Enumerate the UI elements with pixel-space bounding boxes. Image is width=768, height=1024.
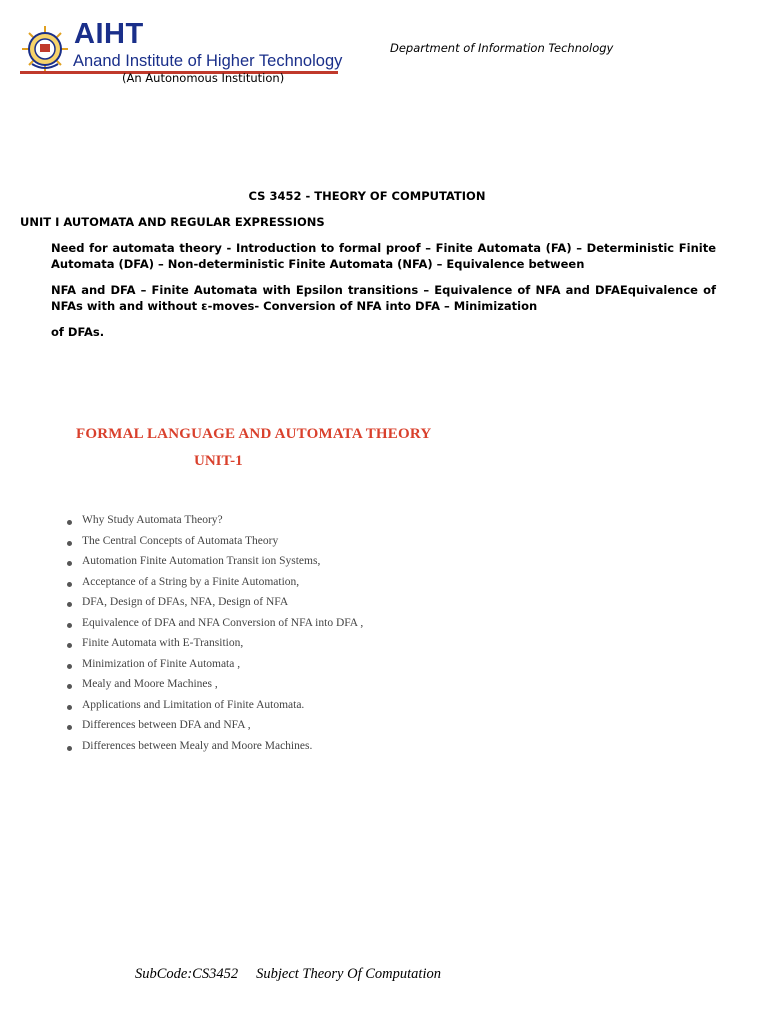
list-item: Differences between DFA and NFA ,	[62, 719, 363, 740]
slide-unit-label: UNIT-1	[194, 453, 243, 469]
bullet-icon	[67, 623, 72, 628]
footer-subject-code: SubCode:CS3452	[135, 966, 239, 982]
list-item: The Central Concepts of Automata Theory	[62, 535, 363, 556]
logo-abbreviation: AIHT	[74, 18, 144, 50]
bullet-icon	[67, 725, 72, 730]
department-name: Department of Information Technology	[390, 41, 614, 55]
syllabus-paragraph: Need for automata theory - Introduction to formal proof – Finite Automata (FA) – Deterministic Finite Automata (DFA) – Non-deterministic Finite Automata (NFA) – Equivalence between	[51, 241, 716, 271]
list-item: Acceptance of a String by a Finite Automation,	[62, 576, 363, 597]
syllabus-paragraph: of DFAs.	[51, 325, 105, 339]
bullet-icon	[67, 561, 72, 566]
list-item: DFA, Design of DFAs, NFA, Design of NFA	[62, 596, 363, 617]
course-title: CS 3452 - THEORY OF COMPUTATION	[248, 189, 486, 203]
syllabus-paragraph: NFA and DFA – Finite Automata with Epsilon transitions – Equivalence of NFA and DFAEquivalence of NFAs with and without ε-moves- Conversion of NFA into DFA – Minimization	[51, 283, 716, 313]
bullet-icon	[67, 582, 72, 587]
logo-institution-name: Anand Institute of Higher Technology	[73, 52, 343, 70]
unit-title: UNIT I AUTOMATA AND REGULAR EXPRESSIONS	[20, 215, 325, 229]
embedded-slide-image	[62, 418, 462, 768]
list-item: Why Study Automata Theory?	[62, 514, 363, 535]
list-item: Applications and Limitation of Finite Automata.	[62, 699, 363, 720]
list-item: Equivalence of DFA and NFA Conversion of NFA into DFA ,	[62, 617, 363, 638]
institution-logo	[20, 18, 350, 92]
bullet-icon	[67, 705, 72, 710]
bullet-icon	[67, 664, 72, 669]
slide-topic-list	[62, 514, 363, 760]
bullet-icon	[67, 602, 72, 607]
list-item: Finite Automata with E-Transition,	[62, 637, 363, 658]
bullet-icon	[67, 746, 72, 751]
footer-subject-name: Subject Theory Of Computation	[256, 966, 441, 982]
bullet-icon	[67, 643, 72, 648]
page-footer	[135, 966, 441, 983]
list-item: Minimization of Finite Automata ,	[62, 658, 363, 679]
list-item: Automation Finite Automation Transit ion Systems,	[62, 555, 363, 576]
slide-title: FORMAL LANGUAGE AND AUTOMATA THEORY	[76, 426, 432, 442]
bullet-icon	[67, 684, 72, 689]
institution-subtitle: (An Autonomous Institution)	[122, 71, 285, 85]
bullet-icon	[67, 541, 72, 546]
bullet-icon	[67, 520, 72, 525]
list-item: Differences between Mealy and Moore Machines.	[62, 740, 363, 761]
institution-seal-icon	[20, 24, 70, 74]
list-item: Mealy and Moore Machines ,	[62, 678, 363, 699]
